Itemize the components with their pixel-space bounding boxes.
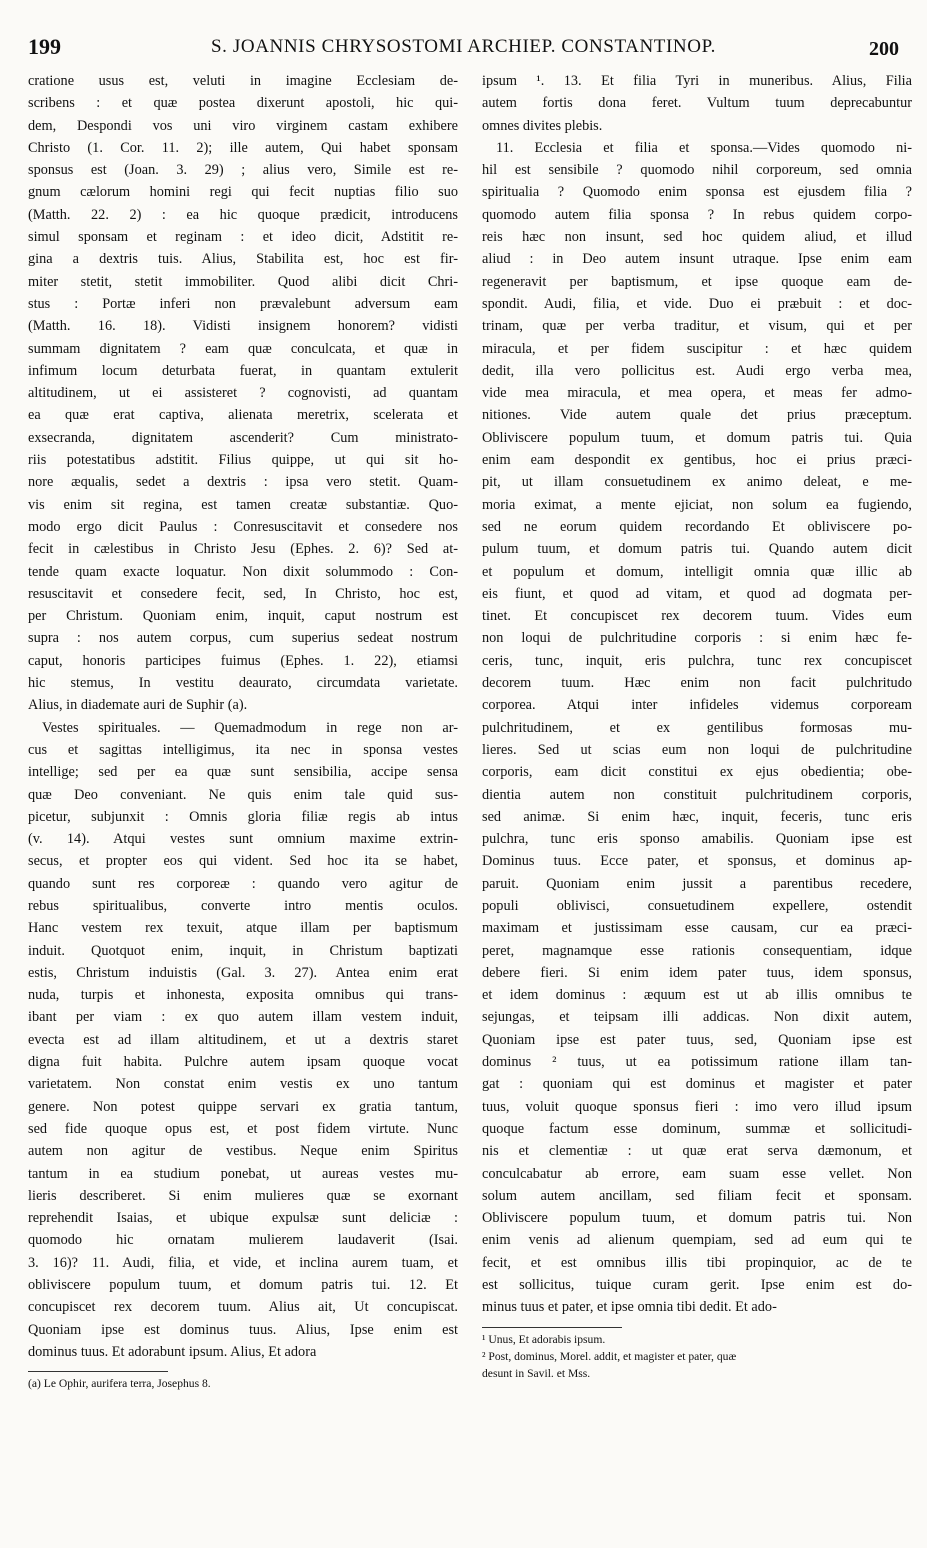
- text-line: quando sunt res corporeæ : quando vero agitur de: [28, 875, 458, 892]
- text-line: dominus ² tuus, ut ea potissimum ratione illam tan-: [482, 1054, 912, 1071]
- text-line: riis potestatibus adstitit. Filius quippe, ut qui sit ho-: [28, 452, 458, 469]
- text-line: dominus tuus. Et adorabunt ipsum. Alius, Et adora: [28, 1343, 317, 1360]
- text-line: genere. Non potest quippe servari ex gratia tantum,: [28, 1098, 458, 1115]
- text-line: spiritualia ? Quomodo enim sponsa est ejusdem filia ?: [482, 184, 912, 201]
- text-line: estis, Christum induistis (Gal. 3. 27). Antea enim erat: [28, 964, 458, 981]
- text-line: infimum locum deturbata fuerat, in quantam extulerit: [28, 362, 458, 379]
- text-line: sed animæ. Si enim hæc, inquit, feceris, tunc eris: [482, 808, 912, 825]
- text-line: digna fuit habita. Pulchre autem ipsam quoque vocat: [28, 1054, 458, 1071]
- text-line: reprehendit Isaias, et ubique expulsæ sunt deliciæ :: [28, 1210, 458, 1227]
- text-line: minus tuus et pater, et ipse omnia tibi dedit. Et ado-: [482, 1299, 777, 1316]
- text-line: miracula, et per fidem suscipitur : et hæc quidem: [482, 340, 912, 357]
- text-line: simul sponsam et reginam : et ideo dicit, Adstitit re-: [28, 229, 458, 246]
- text-line: moria eximat, a mente ejiciat, non solum ea fugiendo,: [482, 496, 912, 513]
- text-line: rebus spiritualibus, converte intro mentis oculos.: [28, 897, 458, 914]
- text-line: caput, honoris participes fuimus (Ephes. 1. 22), etiamsi: [28, 652, 458, 669]
- text-line: dedit, illa vero pollicitus est. Audi ergo verba mea,: [482, 362, 912, 379]
- text-line: lieris describeret. Si enim mulieres quæ se exornant: [28, 1187, 458, 1204]
- text-line: pulum tuum, et domum patris tui. Quando autem dicit: [482, 541, 912, 558]
- text-line: quomodo autem filia sponsa ? In rebus quidem corpo-: [482, 206, 912, 223]
- text-line: 3. 16)? 11. Audi, filia, et vide, et inclina aurem tuam, et: [28, 1254, 458, 1271]
- text-line: Dominus tuus. Ecce pater, et sponsus, et dominus ap-: [482, 853, 912, 870]
- left-column: [28, 70, 458, 1530]
- text-line: dientia autem non constituit pulchritudinem corporis,: [482, 786, 912, 803]
- text-line: modo ergo dicit Paulus : Conresuscitavit et consedere nos: [28, 518, 458, 535]
- text-line: Obliviscere populum tuum, et domum patris tui. Non: [482, 1210, 912, 1227]
- text-line: stus : Portæ inferi non prævalebunt adversum eam: [28, 295, 458, 312]
- text-line: supra : nos autem corpus, cum superius sedeat nostrum: [28, 630, 458, 647]
- text-line: ibant per viam : ex quo autem illam vestem induit,: [28, 1009, 458, 1026]
- text-line: conculcabatur ab errore, eam suam esse vellet. Non: [482, 1165, 912, 1182]
- text-line: maximam et justissimam esse causam, cur ea præci-: [482, 920, 912, 937]
- text-line: cratione usus est, veluti in imagine Ecclesiam de-: [28, 73, 458, 89]
- text-line: nis et clementiæ : ut quæ erat serva dæmonum, et: [482, 1143, 912, 1160]
- text-line: evecta est ad illam altitudinem, et ut a dextris staret: [28, 1031, 458, 1048]
- text-line: tantum in ea studium ponebat, ut aureas vestes mu-: [28, 1165, 458, 1182]
- text-line: autem non agitur de vestibus. Neque enim Spiritus: [28, 1143, 458, 1160]
- text-line: reis hæc non insunt, sed hoc quidem aliud, et illud: [482, 229, 912, 246]
- text-line: gnum cælorum homini regi qui fecit nuptias filio suo: [28, 184, 458, 201]
- text-line: enim venis ad alienum quempiam, sed ad eum qui te: [482, 1232, 912, 1249]
- text-line: tinet. Et concupiscet rex decorem tuum. Vides eum: [482, 608, 912, 625]
- text-line: altitudinem, ut ei assisteret ? cognovisti, ad quantam: [28, 385, 458, 402]
- text-line: quoque factum esse dominum, summæ et sollicitudi-: [482, 1120, 912, 1137]
- text-line: per Christum. Quoniam enim, inquit, caput nostrum est: [28, 608, 458, 625]
- text-line: Hanc vestem rex texuit, atque illam per baptismum: [28, 920, 458, 937]
- page-number-left: 199: [28, 34, 61, 59]
- text-line: picetur, subjunxit : Omnis gloria filiæ regis ab intus: [28, 808, 458, 825]
- text-line: 11. Ecclesia et filia et sponsa.—Vides quomodo ni-: [496, 139, 912, 156]
- text-line: est sollicitus, tuique curam gerit. Ipse enim est do-: [482, 1277, 912, 1294]
- text-line: debere fieri. Si enim idem pater tuus, idem sponsus,: [482, 964, 912, 981]
- text-line: concupiscet rex decorem tuum. Alius ait, Ut concupiscat.: [28, 1299, 458, 1316]
- text-line: hil est sensibile ? quomodo nihil corporeum, sed omnia: [482, 162, 912, 179]
- text-line: miter stetit, stetit immobiliter. Quod alibi dicit Chri-: [28, 273, 458, 290]
- text-line: spondit. Audi, filia, et vide. Duo ei præbuit : et doc-: [482, 295, 912, 312]
- text-line: fecit in cælestibus in Christo Jesu (Ephes. 2. 6)? Sed at-: [28, 541, 458, 558]
- text-line: dem, Despondi vos uni viro virginem castam exhibere: [28, 117, 458, 134]
- text-line: Quoniam ipse est pater tuus, sed, Quoniam ipse est: [482, 1031, 912, 1048]
- text-line: omnes divites plebis.: [482, 117, 603, 134]
- text-line: hic stemus, In vestitu deaurato, circumdata varietate.: [28, 675, 458, 692]
- text-line: et idem dominus : æquum est ut ab illis omnibus te: [482, 987, 912, 1004]
- text-line: populi oblivisci, consuetudinem expellere, ostendit: [482, 897, 912, 914]
- text-line: fecit, et est omnibus illis tibi propinquior, ac de te: [482, 1254, 912, 1271]
- text-line: gina a dextris tuis. Alius, Stabilita est, hoc est fir-: [28, 251, 458, 268]
- text-line: corporis, eam dicit constitui ex ejus obedientia; obe-: [482, 764, 912, 781]
- text-line: exsecranda, dignitatem ascenderit? Cum ministrato-: [28, 429, 458, 446]
- text-line: et populum et domum, intelligit omnia quæ illic ab: [482, 563, 912, 580]
- text-line: peret, magnamque esse rationis consequentiam, idque: [482, 942, 912, 959]
- text-line: nuda, turpis et inhonesta, exposita omnibus qui trans-: [28, 987, 458, 1004]
- text-line: gat : quoniam qui est dominus et magister et pater: [482, 1076, 912, 1093]
- text-line: (v. 14). Atqui vestes sunt omnium maxime extrin-: [28, 831, 458, 848]
- footnote: ² Post, dominus, Morel. addit, et magister et pater, quæ: [482, 1349, 737, 1363]
- text-line: regeneravit per baptismum, et ipse quoque eam de-: [482, 273, 912, 290]
- text-line: sed fide quoque opus est, et post fidem virtute. Nunc: [28, 1120, 458, 1137]
- text-line: aliud : in Deo autem insunt utraque. Ipse enim eam: [482, 251, 912, 268]
- text-line: Obliviscere populum tuum, et domum patris tui. Quia: [482, 429, 912, 446]
- running-title: S. JOANNIS CHRYSOSTOMI ARCHIEP. CONSTANTINOP.: [211, 36, 716, 57]
- text-line: induit. Quotquot enim, inquit, in Christum baptizati: [28, 942, 458, 959]
- text-line: Christo (1. Cor. 11. 2); ille autem, Qui habet sponsam: [28, 139, 458, 156]
- text-line: eis fiunt, et quod ad vitam, et quod ad dogmata per-: [482, 585, 912, 602]
- text-line: summam dignitatem ? eam quæ conculcata, et quæ in: [28, 340, 458, 357]
- page-header: [28, 30, 899, 64]
- text-line: sed ne eorum quidem recordando Et obliviscere po-: [482, 518, 912, 535]
- right-column: [482, 70, 912, 1530]
- text-line: vide mea miracula, et mea opera, et meas fer admo-: [482, 385, 912, 402]
- text-line: cus et sagittas intelligimus, ita nec in sponsa vestes: [28, 741, 458, 758]
- text-line: quomodo hic ornatam mulierem laudaverit (Isai.: [28, 1232, 458, 1249]
- text-line: paruit. Quoniam enim jussit a parentibus recedere,: [482, 875, 912, 892]
- footnote: desunt in Savil. et Mss.: [482, 1366, 591, 1380]
- text-line: decorem tuum. Hæc enim non facit pulchritudo: [482, 675, 912, 692]
- text-line: pit, ut illam consuetudinem ex animo deleat, e me-: [482, 474, 912, 491]
- text-line: non loqui de pulchritudine corporis : si enim hæc fe-: [482, 630, 912, 647]
- text-line: pulchritudinem, et ex gentilibus formosas mu-: [482, 719, 912, 736]
- text-line: enim eam despondit ex gentibus, hoc ei prius præci-: [482, 452, 912, 469]
- text-line: Alius, in diademate auri de Suphir (a).: [28, 697, 248, 714]
- page-number-right: 200: [869, 38, 899, 60]
- text-line: nitiones. Vide autem quale det prius præceptum.: [482, 407, 912, 424]
- text-line: scribens : et quæ postea dixerunt apostoli, hic qui-: [28, 95, 458, 112]
- text-line: ea quæ erat captiva, alienata meretrix, scelerata et: [28, 407, 458, 424]
- text-line: tuus, voluit quoque sponsus fieri : imo vero illud ipsum: [482, 1098, 912, 1115]
- footnote-rule: [482, 1327, 622, 1328]
- text-line: autem fortis dona feret. Vultum tuum deprecabuntur: [482, 95, 912, 112]
- text-line: resuscitavit et consedere fecit, sed, In Christo, hoc est,: [28, 585, 458, 602]
- text-line: sejungas, et teipsam illi addicas. Non dixit autem,: [482, 1009, 912, 1026]
- text-line: corporea. Atqui inter infideles videmus corpoream: [482, 697, 912, 714]
- footnote: (a) Le Ophir, aurifera terra, Josephus 8.: [28, 1377, 211, 1391]
- text-line: quæ Deo conveniant. Ne quis enim tale quid sus-: [28, 786, 458, 803]
- footnote: ¹ Unus, Et adorabis ipsum.: [482, 1332, 606, 1346]
- text-line: nore æqualis, sedet a dextris : ipsa vero stetit. Quam-: [28, 474, 458, 491]
- text-line: tende quam exacte loquatur. Non dixit solummodo : Con-: [28, 563, 458, 580]
- text-line: (Matth. 22. 2) : ea hic quoque prædicit, introducens: [28, 206, 458, 223]
- text-line: solum autem ancillam, sed filiam fecit et sponsam.: [482, 1187, 912, 1204]
- text-line: obliviscere populum tuum, et domum patris tui. 12. Et: [28, 1277, 458, 1294]
- text-line: trinam, quæ per verba traditur, et visum, qui et per: [482, 318, 912, 335]
- text-line: pulchra, tunc eris sponso amabilis. Quoniam ipse est: [482, 831, 912, 848]
- text-line: Quoniam ipse est dominus tuus. Alius, Ipse enim est: [28, 1321, 458, 1338]
- text-line: lieres. Sed ut scias eum non loqui de pulchritudine: [482, 741, 912, 758]
- footnote-rule: [28, 1371, 168, 1372]
- text-line: vis enim sit regina, est tamen creatæ substantiæ. Quo-: [28, 496, 458, 513]
- text-line: intellige; sed per ea quæ sunt sensibilia, accipe sensa: [28, 764, 458, 781]
- text-line: (Matth. 16. 18). Vidisti insignem honorem? vidisti: [28, 318, 458, 335]
- text-line: ceris, tunc, inquit, eris pulchra, tunc rex concupiscet: [482, 652, 912, 669]
- text-line: Vestes spirituales. — Quemadmodum in rege non ar-: [42, 719, 458, 736]
- text-line: ipsum ¹. 13. Et filia Tyri in muneribus. Alius, Filia: [482, 73, 912, 89]
- text-line: sponsus est (Joan. 3. 29) ; alius vero, Simile est re-: [28, 162, 458, 179]
- text-line: secus, et propter eos qui vident. Sed hoc ita se habet,: [28, 853, 458, 870]
- text-line: varietatem. Non constat enim vestis ex uno tantum: [28, 1076, 458, 1093]
